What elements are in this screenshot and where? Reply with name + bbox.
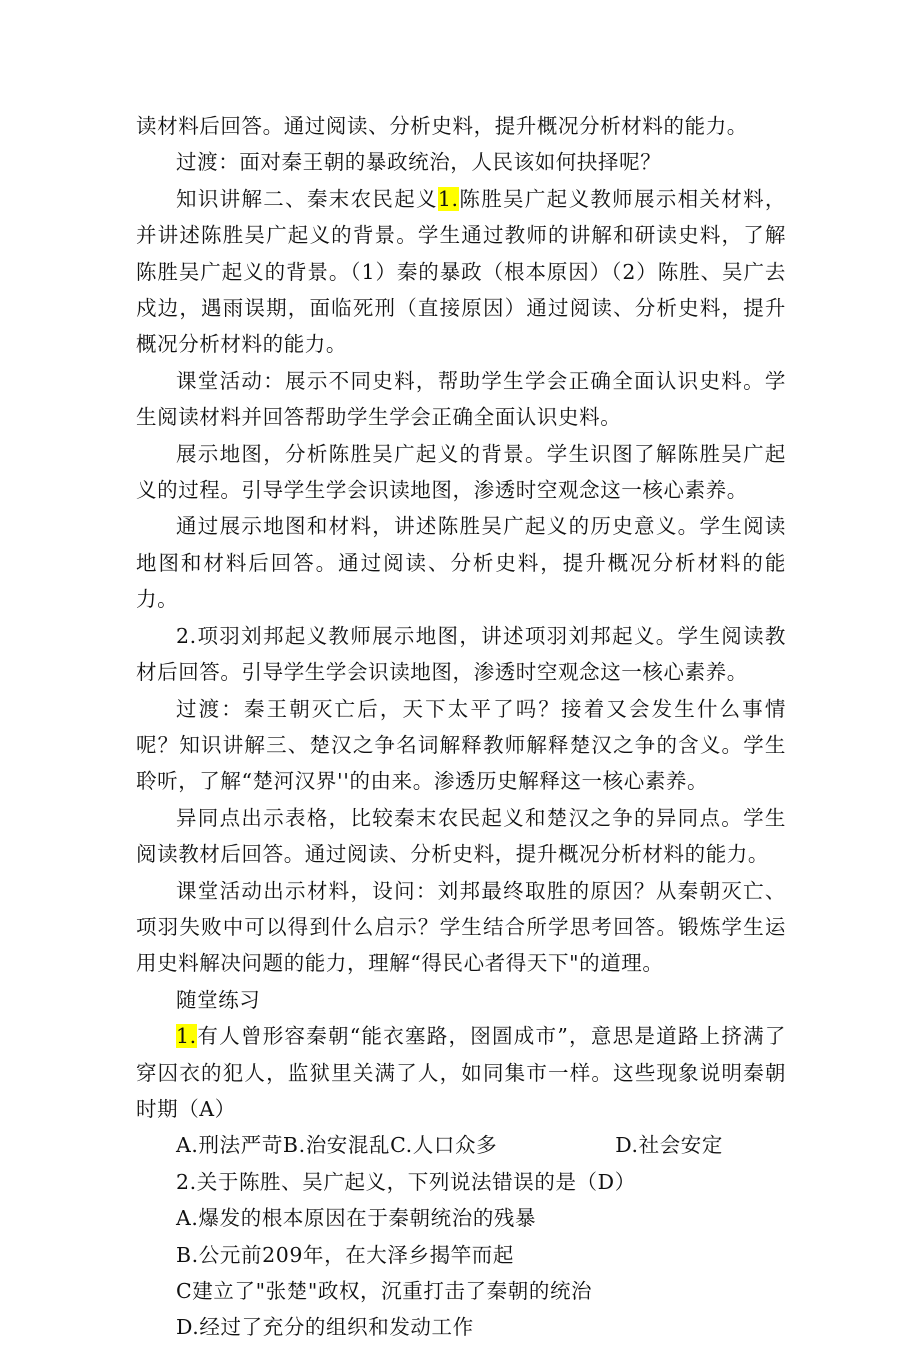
question-2-option-b: B.公元前209年，在大泽乡揭竿而起	[176, 1242, 515, 1267]
paragraph-1: 读材料后回答。通过阅读、分析史料，提升概况分析材料的能力。	[136, 114, 748, 138]
question-1: 1.有人曾形容秦朝“能衣塞路，囹圄成市”，意思是道路上挤满了穿囚衣的犯人，监狱里关满了人，如同集市一样。这些现象说明秦朝时期（A）	[136, 1024, 786, 1121]
section-heading-practice: 随堂练习	[176, 987, 261, 1012]
paragraph-3: 知识讲解二、秦末农民起义1.陈胜吴广起义教师展示相关材料，并讲述陈胜吴广起义的背景。学生通过教师的讲解和研读史料，了解陈胜吴广起义的背景。（1）秦的暴政（根本原因）（2）陈胜、吴广去戍边，遇雨误期，面临死刑（直接原因）通过阅读、分析史料，提升概况分析材料的能力。	[136, 186, 787, 357]
paragraph-5: 展示地图，分析陈胜吴广起义的背景。学生识图了解陈胜吴广起义的过程。引导学生学会识读地图，渗透时空观念这一核心素养。	[136, 441, 786, 503]
paragraph-7: 2.项羽刘邦起义教师展示地图，讲述项羽刘邦起义。学生阅读教材后回答。引导学生学会识读地图，渗透时空观念这一核心素养。	[136, 623, 786, 685]
paragraph-9: 异同点出示表格，比较秦末农民起义和楚汉之争的异同点。学生阅读教材后回答。通过阅读、分析史料，提升概况分析材料的能力。	[136, 805, 786, 867]
paragraph-6: 通过展示地图和材料，讲述陈胜吴广起义的历史意义。学生阅读地图和材料后回答。通过阅读、分析史料，提升概况分析材料的能力。	[136, 514, 786, 612]
document-body	[136, 108, 786, 1346]
question-2-option-d: D.经过了充分的组织和发动工作	[176, 1315, 474, 1340]
question-1-options: A.刑法严苛B.治安混乱C.人口众多 D.社会安定	[176, 1133, 724, 1158]
paragraph-8: 过渡：秦王朝灭亡后，天下太平了吗？接着又会发生什么事情呢？知识讲解三、楚汉之争名词解释教师解释楚汉之争的含义。学生聆听，了解“楚河汉界''的由来。渗透历史解释这一核心素养。	[136, 696, 786, 794]
question-2-option-a: A.爆发的根本原因在于秦朝统治的残暴	[176, 1206, 537, 1231]
question-2-option-c: C建立了"张楚"政权，沉重打击了秦朝的统治	[176, 1279, 593, 1303]
paragraph-2: 过渡：面对秦王朝的暴政统治，人民该如何抉择呢？	[176, 150, 662, 175]
paragraph-10: 课堂活动出示材料，设问：刘邦最终取胜的原因？从秦朝灭亡、项羽失败中可以得到什么启示？学生结合所学思考回答。锻炼学生运用史料解决问题的能力，理解“得民心者得天下"的道理。	[136, 878, 786, 976]
highlighted-number: 1.	[176, 1024, 197, 1049]
highlighted-number: 1.	[437, 186, 459, 211]
question-2-stem: 2.关于陈胜、吴广起义，下列说法错误的是（D）	[176, 1169, 636, 1194]
paragraph-4: 课堂活动：展示不同史料，帮助学生学会正确全面认识史料。学生阅读材料并回答帮助学生学会正确全面认识史料。	[136, 368, 786, 430]
